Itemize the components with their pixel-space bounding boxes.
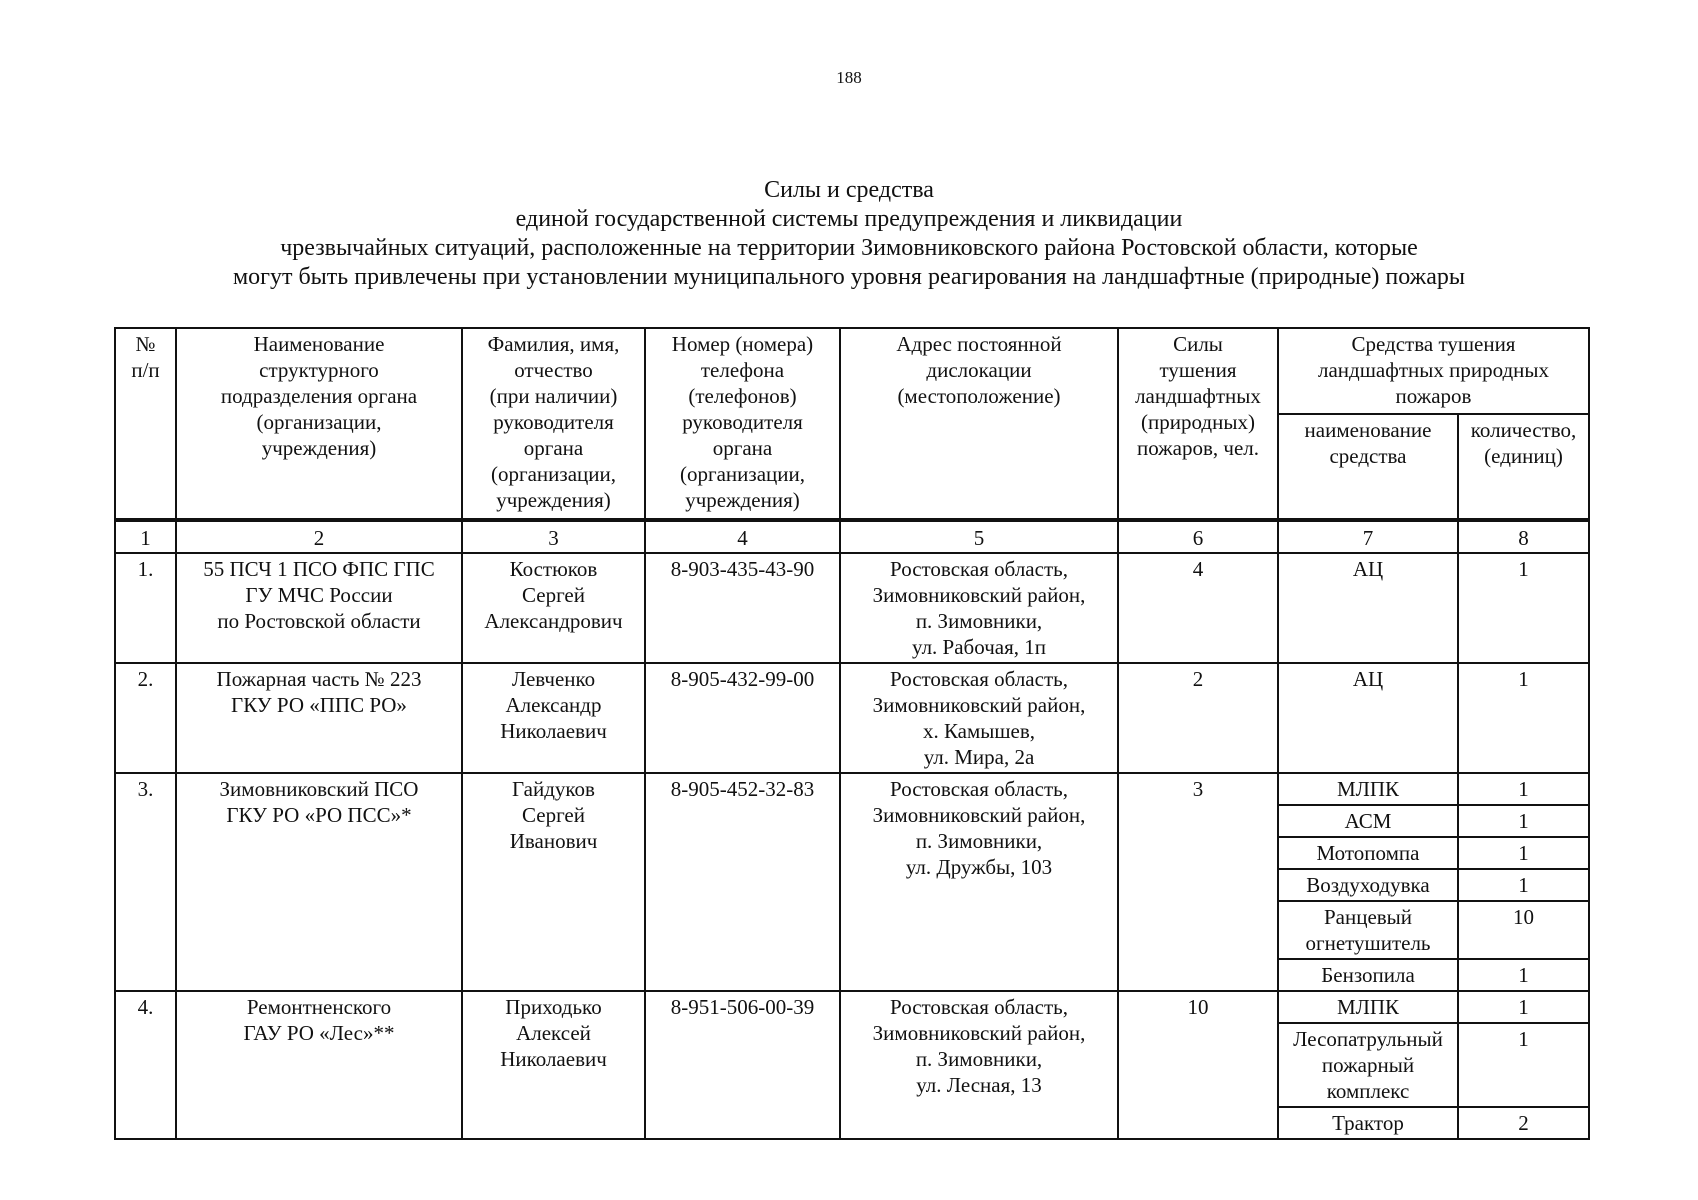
title-line: Силы и средства — [764, 177, 934, 203]
cell-line: (при наличии) — [489, 384, 618, 408]
column-number: 5 — [840, 520, 1118, 553]
means-quantity: 1 — [1458, 1023, 1589, 1107]
cell-line: Пожарная часть № 223 — [216, 667, 422, 691]
column-number: 8 — [1458, 520, 1589, 553]
forces-count: 3 — [1118, 773, 1278, 991]
row-number: 3. — [115, 773, 176, 991]
cell-line: ул. Рабочая, 1п — [912, 635, 1046, 659]
cell-line: наименование — [1304, 418, 1432, 442]
cell-line: органа — [712, 436, 773, 460]
forces-table-body — [115, 328, 1589, 1139]
row-number: 2. — [115, 663, 176, 773]
page-number: 188 — [836, 68, 862, 87]
cell-line: (телефонов) — [688, 384, 797, 408]
cell-line: дислокации — [926, 358, 1032, 382]
column-number: 7 — [1278, 520, 1458, 553]
column-number: 6 — [1118, 520, 1278, 553]
cell-line: Ростовская область, — [890, 995, 1068, 1019]
cell-line: отчество — [514, 358, 593, 382]
cell-line: МЛПК — [1336, 777, 1400, 801]
table-row — [115, 773, 1589, 805]
means-name — [1278, 1107, 1458, 1139]
cell-line: 55 ПСЧ 1 ПСО ФПС ГПС — [203, 557, 435, 581]
organization-name — [176, 773, 462, 991]
cell-line: Номер (номера) — [671, 332, 814, 356]
cell-line: Костюков — [509, 557, 598, 581]
means-quantity: 2 — [1458, 1107, 1589, 1139]
cell-line: Сергей — [522, 583, 585, 607]
head-name — [462, 773, 645, 991]
head-name — [462, 663, 645, 773]
header-head — [462, 328, 645, 520]
cell-line: Николаевич — [500, 1047, 607, 1071]
cell-line: (природных) — [1141, 410, 1255, 434]
row-number: 4. — [115, 991, 176, 1139]
document-title — [0, 176, 1698, 292]
cell-line: Левченко — [511, 667, 596, 691]
cell-line: Зимовниковский район, — [872, 693, 1086, 717]
cell-line: ГАУ РО «Лес»** — [243, 1021, 395, 1045]
address — [840, 553, 1118, 663]
cell-line: Николаевич — [500, 719, 607, 743]
organization-name — [176, 553, 462, 663]
cell-line: Алексей — [516, 1021, 591, 1045]
header-means-qty — [1458, 414, 1589, 520]
cell-line: Зимовниковский район, — [872, 1021, 1086, 1045]
means-name — [1278, 1023, 1458, 1107]
means-quantity: 1 — [1458, 869, 1589, 901]
title-line: чрезвычайных ситуаций, расположенные на территории Зимовниковского района Ростовской области, которые — [280, 235, 1418, 261]
cell-line: Воздуходувка — [1306, 873, 1430, 897]
means-quantity: 1 — [1458, 553, 1589, 663]
column-number: 1 — [115, 520, 176, 553]
means-quantity: 1 — [1458, 959, 1589, 991]
header-num — [115, 328, 176, 520]
means-quantity: 1 — [1458, 773, 1589, 805]
column-number: 3 — [462, 520, 645, 553]
cell-line: х. Камышев, — [922, 719, 1036, 743]
cell-line: Зимовниковский район, — [872, 583, 1086, 607]
cell-line: Бензопила — [1321, 963, 1415, 987]
title-line: единой государственной системы предупреждения и ликвидации — [515, 206, 1183, 232]
table-row — [115, 553, 1589, 663]
cell-line: (организации, — [680, 462, 805, 486]
means-name — [1278, 991, 1458, 1023]
means-quantity: 1 — [1458, 837, 1589, 869]
cell-line: Наименование — [253, 332, 385, 356]
header-org — [176, 328, 462, 520]
table-row — [115, 991, 1589, 1023]
means-quantity: 10 — [1458, 901, 1589, 959]
organization-name — [176, 663, 462, 773]
column-number: 4 — [645, 520, 840, 553]
column-number-row — [115, 520, 1589, 553]
address — [840, 991, 1118, 1139]
cell-line: Зимовниковский ПСО — [219, 777, 419, 801]
cell-line: ул. Мира, 2а — [923, 745, 1035, 769]
cell-line: Ремонтненского — [246, 995, 392, 1019]
means-quantity: 1 — [1458, 991, 1589, 1023]
cell-line: АЦ — [1352, 667, 1384, 691]
cell-line: ул. Лесная, 13 — [916, 1073, 1042, 1097]
cell-line: пожаров, чел. — [1136, 436, 1260, 460]
cell-line: по Ростовской области — [217, 609, 421, 633]
means-name — [1278, 805, 1458, 837]
phone-number: 8-905-432-99-00 — [645, 663, 840, 773]
cell-line: ландшафтных — [1135, 384, 1261, 408]
cell-line: п/п — [131, 358, 160, 382]
head-name — [462, 991, 645, 1139]
cell-line: Приходько — [505, 995, 602, 1019]
means-quantity: 1 — [1458, 663, 1589, 773]
cell-line: огнетушитель — [1305, 931, 1431, 955]
cell-line: ул. Дружбы, 103 — [905, 855, 1053, 879]
cell-line: Сергей — [522, 803, 585, 827]
cell-line: АЦ — [1352, 557, 1384, 581]
cell-line: учреждения) — [261, 436, 377, 460]
means-name — [1278, 901, 1458, 959]
cell-line: (местоположение) — [897, 384, 1061, 408]
head-name — [462, 553, 645, 663]
cell-line: п. Зимовники, — [915, 829, 1043, 853]
cell-line: Адрес постоянной — [896, 332, 1062, 356]
cell-line: ГКУ РО «РО ПСС»* — [226, 803, 412, 827]
table-row — [115, 663, 1589, 773]
means-name — [1278, 663, 1458, 773]
cell-line: учреждения) — [496, 488, 611, 512]
address — [840, 663, 1118, 773]
cell-line: комплекс — [1326, 1079, 1410, 1103]
forces-table — [114, 327, 1590, 1140]
cell-line: Гайдуков — [512, 777, 595, 801]
cell-line: ГКУ РО «ППС РО» — [231, 693, 407, 717]
cell-line: Фамилия, имя, — [487, 332, 620, 356]
cell-line: органа — [523, 436, 584, 460]
cell-line: Силы — [1173, 332, 1223, 356]
means-name — [1278, 959, 1458, 991]
cell-line: Александр — [505, 693, 602, 717]
phone-number: 8-905-452-32-83 — [645, 773, 840, 991]
cell-line: Ростовская область, — [890, 557, 1068, 581]
forces-count: 2 — [1118, 663, 1278, 773]
cell-line: тушения — [1159, 358, 1237, 382]
header-address — [840, 328, 1118, 520]
cell-line: (организации, — [491, 462, 616, 486]
cell-line: Трактор — [1332, 1111, 1404, 1135]
cell-line: (единиц) — [1484, 444, 1563, 468]
cell-line: подразделения органа — [220, 384, 418, 408]
cell-line: пожарный — [1321, 1053, 1415, 1077]
means-name — [1278, 773, 1458, 805]
cell-line: ГУ МЧС России — [245, 583, 393, 607]
forces-count: 4 — [1118, 553, 1278, 663]
cell-line: Зимовниковский район, — [872, 803, 1086, 827]
cell-line: руководителя — [493, 410, 614, 434]
means-quantity: 1 — [1458, 805, 1589, 837]
header-forces — [1118, 328, 1278, 520]
cell-line: ландшафтных природных — [1318, 358, 1549, 382]
cell-line: Ранцевый — [1323, 905, 1413, 929]
column-number: 2 — [176, 520, 462, 553]
cell-line: АСМ — [1344, 809, 1392, 833]
cell-line: Мотопомпа — [1316, 841, 1420, 865]
cell-line: МЛПК — [1336, 995, 1400, 1019]
means-name — [1278, 837, 1458, 869]
header-row — [115, 328, 1589, 414]
cell-line: п. Зимовники, — [915, 609, 1043, 633]
cell-line: п. Зимовники, — [915, 1047, 1043, 1071]
cell-line: телефона — [700, 358, 785, 382]
cell-line: руководителя — [682, 410, 803, 434]
means-name — [1278, 553, 1458, 663]
phone-number: 8-951-506-00-39 — [645, 991, 840, 1139]
header-means-name — [1278, 414, 1458, 520]
cell-line: № — [135, 332, 156, 356]
header-means-group — [1278, 328, 1589, 414]
organization-name — [176, 991, 462, 1139]
cell-line: пожаров — [1395, 384, 1472, 408]
cell-line: учреждения) — [685, 488, 800, 512]
phone-number: 8-903-435-43-90 — [645, 553, 840, 663]
row-number: 1. — [115, 553, 176, 663]
cell-line: (организации, — [256, 410, 382, 434]
cell-line: Ростовская область, — [890, 777, 1068, 801]
title-line: могут быть привлечены при установлении муниципального уровня реагирования на ландшафтные (природные) пожары — [232, 264, 1466, 290]
header-phone — [645, 328, 840, 520]
cell-line: количество, — [1470, 418, 1577, 442]
cell-line: Иванович — [509, 829, 598, 853]
forces-count: 10 — [1118, 991, 1278, 1139]
means-name — [1278, 869, 1458, 901]
cell-line: Средства тушения — [1351, 332, 1516, 356]
cell-line: структурного — [259, 358, 379, 382]
cell-line: средства — [1329, 444, 1407, 468]
cell-line: Лесопатрульный — [1293, 1027, 1443, 1051]
address — [840, 773, 1118, 991]
cell-line: Ростовская область, — [890, 667, 1068, 691]
cell-line: Александрович — [484, 609, 623, 633]
